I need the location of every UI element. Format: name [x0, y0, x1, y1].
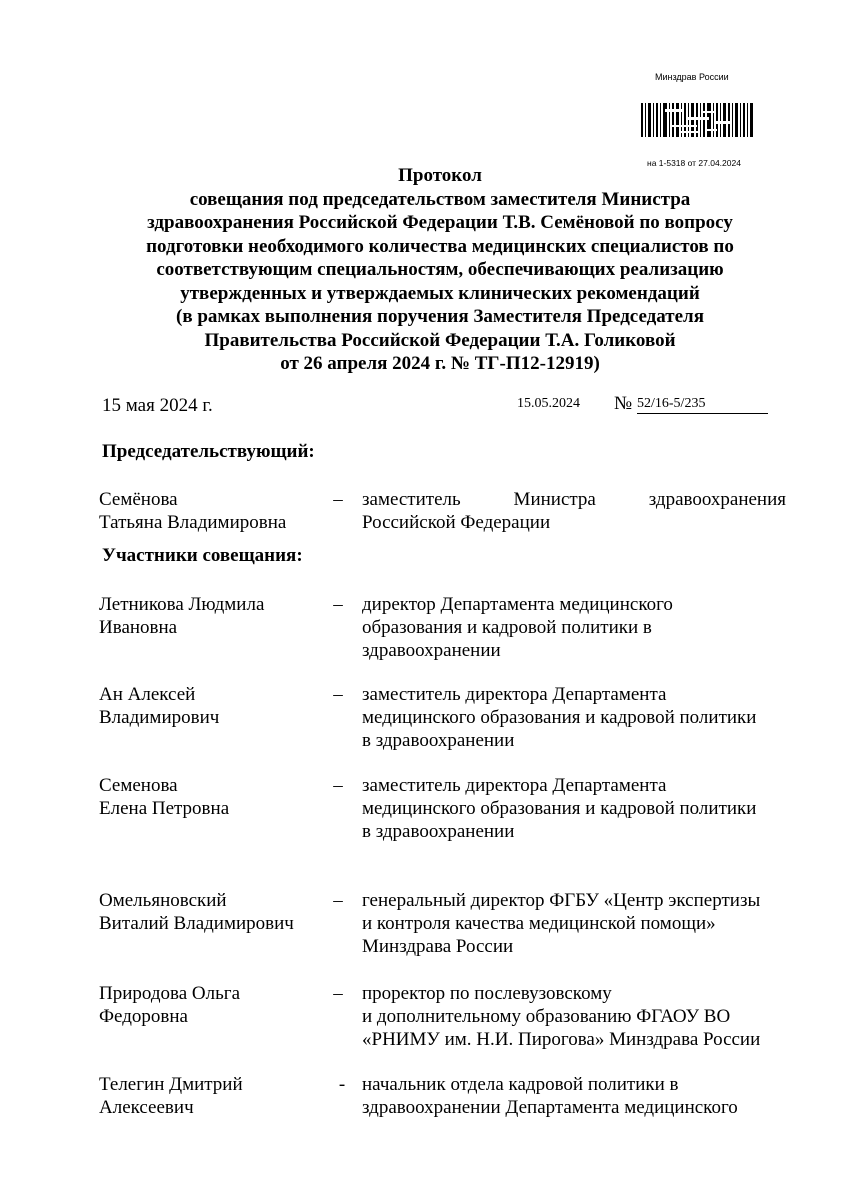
- position-line: здравоохранении Департамента медицинского: [362, 1097, 738, 1118]
- position-line: в здравоохранении: [362, 730, 515, 751]
- dash: –: [333, 983, 343, 1004]
- person-position: [362, 683, 786, 752]
- position-line: медицинского образования и кадровой политики: [362, 707, 757, 728]
- document-number: 52/16-5/235: [637, 396, 768, 414]
- position-line: и дополнительному образованию ФГАОУ ВО: [362, 1006, 731, 1027]
- person-position: [362, 488, 786, 534]
- dash: –: [333, 684, 343, 705]
- registration-number: на 1-5318 от 27.04.2024: [647, 158, 741, 168]
- position-line: и контроля качества медицинской помощи»: [362, 913, 716, 934]
- position-line: заместитель директора Департамента: [362, 775, 667, 796]
- name-line: Телегин Дмитрий: [99, 1074, 243, 1095]
- position-line: «РНИМУ им. Н.И. Пирогова» Минздрава России: [362, 1029, 761, 1050]
- person-name: [99, 982, 329, 1028]
- position-line: директор Департамента медицинского: [362, 594, 673, 615]
- position-line: здравоохранении: [362, 640, 501, 661]
- chair-heading: Председательствующий:: [102, 441, 315, 462]
- number-sign: №: [614, 393, 633, 414]
- person-position: [362, 1073, 786, 1119]
- name-line: Владимирович: [99, 707, 220, 728]
- title-line: от 26 апреля 2024 г. № ТГ-П12-12919): [280, 353, 600, 374]
- position-line: генеральный директор ФГБУ «Центр экспертизы: [362, 890, 761, 911]
- person-position: [362, 593, 786, 662]
- name-line: Татьяна Владимировна: [99, 512, 287, 533]
- name-line: Елена Петровна: [99, 798, 230, 819]
- position-line: в здравоохранении: [362, 821, 515, 842]
- dash: –: [333, 890, 343, 911]
- title-line: подготовки необходимого количества медицинских специалистов по: [146, 235, 734, 257]
- person-name: [99, 889, 329, 935]
- person-position: [362, 889, 786, 958]
- name-line: Ивановна: [99, 617, 178, 638]
- name-line: Семенова: [99, 775, 178, 796]
- name-line: Алексеевич: [99, 1097, 194, 1118]
- position-line: заместитель директора Департамента: [362, 684, 667, 705]
- name-line: Природова Ольга: [99, 983, 241, 1004]
- person-name: [99, 774, 329, 820]
- position-line: Минздрава России: [362, 936, 514, 957]
- position-line: Российской Федерации: [362, 512, 551, 533]
- document-title: [100, 164, 780, 376]
- name-line: Летникова Людмила: [99, 594, 265, 615]
- person-name: [99, 683, 329, 729]
- dash: -: [338, 1074, 346, 1095]
- dash: –: [333, 489, 343, 510]
- position-line: образования и кадровой политики в: [362, 617, 652, 638]
- person-name: [99, 488, 329, 534]
- name-line: Семёнова: [99, 489, 178, 510]
- name-line: Федоровна: [99, 1006, 188, 1027]
- title-line: Протокол: [398, 165, 482, 186]
- name-line: Омельяновский: [99, 890, 227, 911]
- stamp-organization: Минздрав России: [655, 72, 729, 82]
- position-line: проректор по послевузовскому: [362, 983, 612, 1004]
- position-line: начальник отдела кадровой политики в: [362, 1074, 679, 1095]
- person-name: [99, 593, 329, 639]
- person-position: [362, 774, 786, 843]
- name-line: Ан Алексей: [99, 684, 196, 705]
- title-line: здравоохранения Российской Федерации Т.В. Семёновой по вопросу: [147, 212, 733, 233]
- participants-heading: Участники совещания:: [102, 545, 303, 566]
- title-line: соответствующим специальностям, обеспечивающих реализацию: [156, 259, 724, 280]
- title-line: (в рамках выполнения поручения Заместителя Председателя: [176, 306, 704, 327]
- registration-date: 15.05.2024: [517, 396, 580, 411]
- dash: –: [333, 594, 343, 615]
- title-line: утвержденных и утверждаемых клинических рекомендаций: [180, 282, 700, 304]
- dash: –: [333, 775, 343, 796]
- position-line: заместитель Министра здравоохранения: [362, 489, 786, 510]
- title-line: совещания под председательством заместителя Министра: [189, 188, 691, 210]
- title-line: Правительства Российской Федерации Т.А. Голиковой: [204, 329, 676, 351]
- barcode-icon: [641, 103, 754, 137]
- name-line: Виталий Владимирович: [99, 913, 294, 934]
- position-line: медицинского образования и кадровой политики: [362, 798, 757, 819]
- person-name: [99, 1073, 329, 1119]
- person-position: [362, 982, 786, 1051]
- document-date: 15 мая 2024 г.: [102, 395, 213, 416]
